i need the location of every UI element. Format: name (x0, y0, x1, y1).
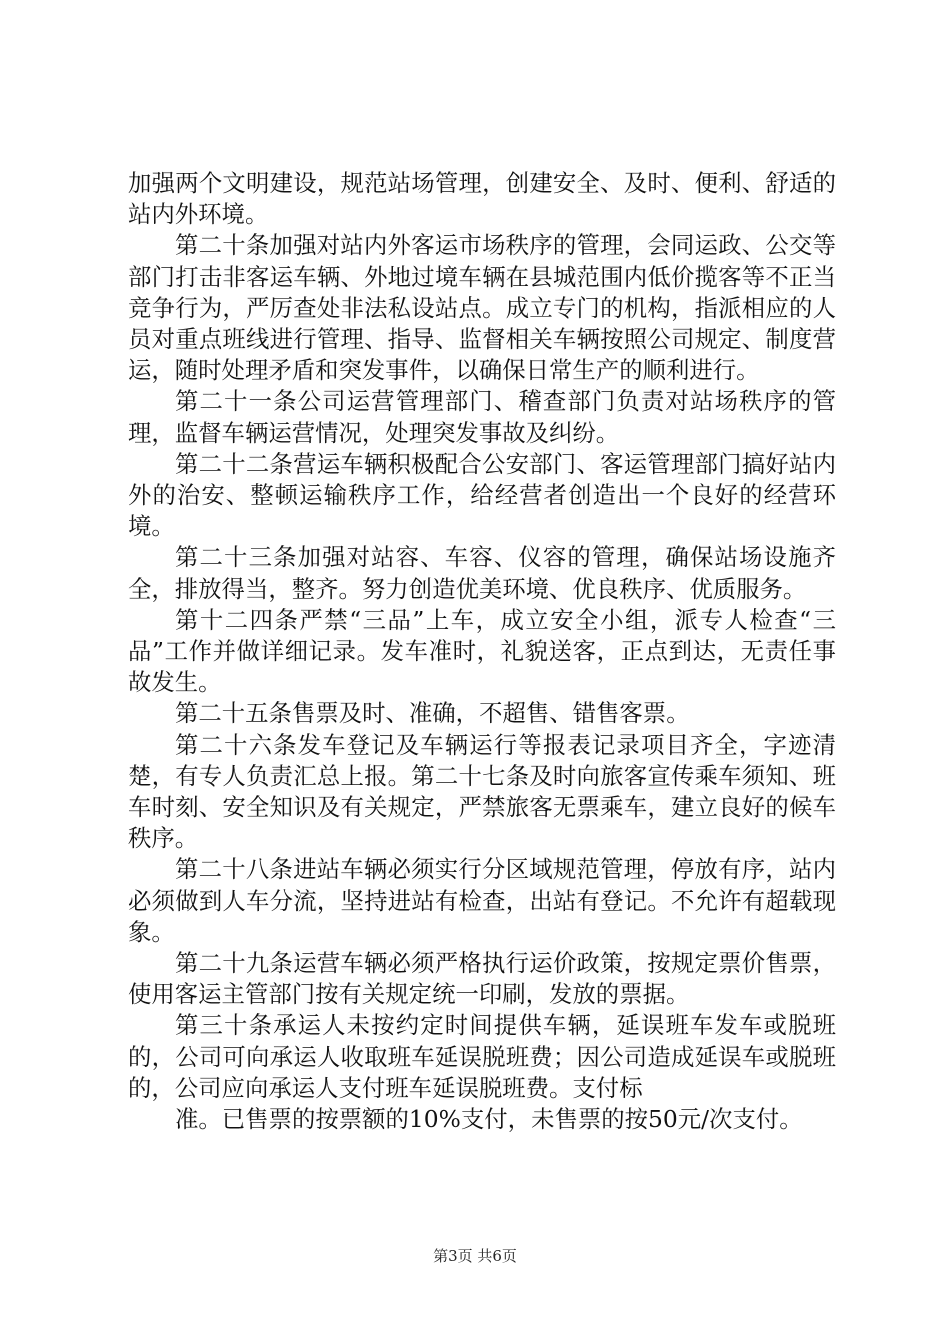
paragraph-3: 第二十一条公司运营管理部门、稽查部门负责对站场秩序的管理，监督车辆运营情况，处理突发事故及纠纷。 (128, 387, 836, 447)
paragraph-1: 加强两个文明建设，规范站场管理，创建安全、及时、便利、舒适的站内外环境。 (128, 169, 836, 229)
paragraph-2: 第二十条加强对站内外客运市场秩序的管理，会同运政、公交等部门打击非客运车辆、外地过境车辆在县城范围内低价揽客等不正当竞争行为，严厉查处非法私设站点。成立专门的机构，指派相应的人员对重点班线进行管理、指导、监督相关车辆按照公司规定、制度营运，随时处理矛盾和突发事件，以确保日常生产的顺利进行。 (128, 231, 836, 385)
paragraph-7: 第二十五条售票及时、准确，不超售、错售客票。 (175, 699, 690, 728)
document-body (128, 168, 836, 1135)
paragraph-4: 第二十二条营运车辆积极配合公安部门、客运管理部门搞好站内外的治安、整顿运输秩序工作，给经营者创造出一个良好的经营环境。 (128, 449, 836, 541)
page-number-footer: 第3页 共6页 (433, 1247, 517, 1265)
paragraph-11: 第三十条承运人未按约定时间提供车辆，延误班车发车或脱班的，公司可向承运人收取班车延误脱班费；因公司造成延误车或脱班的，公司应向承运人支付班车延误脱班费。支付标 (128, 1011, 836, 1102)
paragraph-12: 准。已售票的按票额的10%支付，未售票的按50元/次支付。 (175, 1105, 803, 1134)
paragraph-8: 第二十六条发车登记及车辆运行等报表记录项目齐全，字迹清楚，有专人负责汇总上报。第二十七条及时向旅客宣传乘车须知、班车时刻、安全知识及有关规定，严禁旅客无票乘车，建立良好的候车秩序。 (128, 730, 836, 853)
paragraph-9: 第二十八条进站车辆必须实行分区域规范管理，停放有序，站内必须做到人车分流，坚持进站有检查，出站有登记。不允许有超载现象。 (128, 855, 836, 946)
paragraph-5: 第二十三条加强对站容、车容、仪容的管理，确保站场设施齐全，排放得当，整齐。努力创造优美环境、优良秩序、优质服务。 (128, 543, 836, 603)
paragraph-6: 第十二四条严禁“三品”上车，成立安全小组，派专人检查“三品”工作并做详细记录。发车准时，礼貌送客，正点到达，无责任事故发生。 (128, 605, 836, 697)
paragraph-10: 第二十九条运营车辆必须严格执行运价政策，按规定票价售票，使用客运主管部门按有关规定统一印刷，发放的票据。 (128, 949, 836, 1009)
